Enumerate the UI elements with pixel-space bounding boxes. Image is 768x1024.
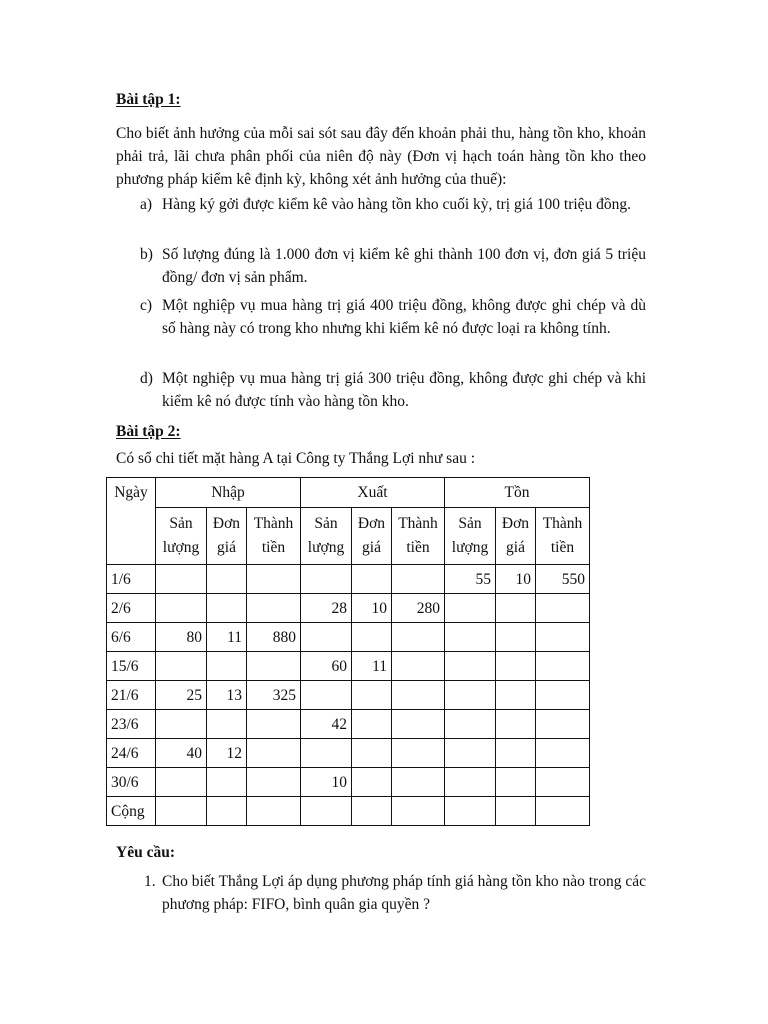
- table-cell: [496, 710, 536, 739]
- sub-header: [156, 508, 207, 565]
- table-cell: 325: [247, 681, 301, 710]
- sub-header-line: giá: [217, 539, 236, 556]
- sub-header: [301, 508, 352, 565]
- sub-header-line: Sản: [169, 515, 193, 532]
- sub-header: [352, 508, 392, 565]
- sub-header: [207, 508, 247, 565]
- item-text: Cho biết Thắng Lợi áp dụng phương pháp tính giá hàng tồn kho nào trong các phương pháp: FIFO, bình quân gia quyền ?: [162, 873, 646, 913]
- sub-header-line: tiền: [550, 539, 575, 556]
- table-cell: 55: [445, 565, 496, 594]
- sub-header-line: giá: [506, 539, 525, 556]
- day-cell: 15/6: [107, 652, 156, 681]
- table-cell: 11: [207, 623, 247, 652]
- table-cell: [536, 623, 590, 652]
- table-cell: [392, 710, 445, 739]
- table-cell: [352, 565, 392, 594]
- table-cell: 11: [352, 652, 392, 681]
- table-cell: 10: [301, 768, 352, 797]
- exercise-1-item-c: [140, 294, 646, 340]
- table-cell: [247, 652, 301, 681]
- day-cell: Cộng: [107, 797, 156, 826]
- sub-header-line: lượng: [307, 539, 345, 556]
- table-cell: [392, 623, 445, 652]
- table-cell: [207, 652, 247, 681]
- day-header: Ngày: [107, 478, 156, 565]
- item-text: Một nghiệp vụ mua hàng trị giá 300 triệu đồng, không được ghi chép và khi kiểm kê nó được tính vào hàng tồn kho.: [162, 370, 646, 410]
- table-cell: [207, 797, 247, 826]
- table-cell: [156, 594, 207, 623]
- table-row: [107, 797, 590, 826]
- item-text: Hàng ký gởi được kiểm kê vào hàng tồn kho cuối kỳ, trị giá 100 triệu đồng.: [162, 196, 632, 213]
- requirement-item-1: [144, 870, 646, 916]
- table-cell: [301, 739, 352, 768]
- ledger-body: [107, 565, 590, 826]
- table-cell: [352, 623, 392, 652]
- table-row: [107, 594, 590, 623]
- table-cell: [392, 768, 445, 797]
- exercise-1-item-b: [140, 243, 646, 289]
- table-cell: 60: [301, 652, 352, 681]
- table-cell: [536, 681, 590, 710]
- sub-header-line: Đơn: [501, 515, 530, 532]
- sub-header-line: Thành: [542, 515, 583, 532]
- table-cell: [301, 681, 352, 710]
- sub-header-line: lượng: [162, 539, 200, 556]
- table-cell: [247, 797, 301, 826]
- day-cell: 30/6: [107, 768, 156, 797]
- sub-header-line: Thành: [253, 515, 294, 532]
- exercise-2-title: Bài tập 2:: [116, 423, 181, 440]
- group-header-ton: Tồn: [445, 478, 590, 508]
- table-cell: [247, 594, 301, 623]
- table-cell: [445, 710, 496, 739]
- table-cell: 550: [536, 565, 590, 594]
- table-row: [107, 710, 590, 739]
- table-cell: [496, 768, 536, 797]
- table-cell: [352, 681, 392, 710]
- table-cell: [392, 797, 445, 826]
- day-cell: 6/6: [107, 623, 156, 652]
- sub-header: [392, 508, 445, 565]
- table-cell: 10: [352, 594, 392, 623]
- item-marker: c): [140, 297, 153, 314]
- table-cell: [496, 681, 536, 710]
- item-marker: d): [140, 370, 153, 387]
- table-row: [107, 768, 590, 797]
- table-cell: 25: [156, 681, 207, 710]
- day-cell: 1/6: [107, 565, 156, 594]
- sub-header-line: lượng: [451, 539, 489, 556]
- table-row: [107, 739, 590, 768]
- table-cell: [445, 681, 496, 710]
- inventory-ledger-table: [106, 477, 590, 826]
- group-header-row: [107, 478, 590, 508]
- sub-header-line: Thành: [398, 515, 438, 532]
- table-cell: 28: [301, 594, 352, 623]
- table-cell: [445, 739, 496, 768]
- sub-header-line: Sản: [458, 515, 482, 532]
- table-cell: [156, 565, 207, 594]
- table-cell: [445, 594, 496, 623]
- table-cell: [496, 797, 536, 826]
- table-cell: 880: [247, 623, 301, 652]
- group-header-nhap: Nhập: [156, 478, 301, 508]
- sub-header-row: [107, 508, 590, 565]
- sub-header-line: Đơn: [357, 515, 386, 532]
- table-cell: 42: [301, 710, 352, 739]
- table-row: [107, 652, 590, 681]
- table-cell: [301, 797, 352, 826]
- table-cell: [536, 739, 590, 768]
- day-cell: 21/6: [107, 681, 156, 710]
- table-cell: [536, 652, 590, 681]
- day-cell: 24/6: [107, 739, 156, 768]
- table-cell: 13: [207, 681, 247, 710]
- table-cell: [352, 739, 392, 768]
- table-cell: [445, 623, 496, 652]
- day-cell: 2/6: [107, 594, 156, 623]
- sub-header-line: tiền: [406, 539, 430, 556]
- exercise-1-intro: Cho biết ảnh hưởng của mỗi sai sót sau đây đến khoản phải thu, hàng tồn kho, khoản phải trả, lãi chưa phân phối của niên độ này (Đơn vị hạch toán hàng tồn kho theo phương pháp kiểm kê định kỳ, không xét ảnh hưởng của thuế):: [116, 125, 646, 188]
- table-cell: [392, 565, 445, 594]
- table-cell: [156, 710, 207, 739]
- table-cell: [207, 710, 247, 739]
- item-marker: a): [140, 196, 153, 213]
- sub-header-line: Đơn: [212, 515, 241, 532]
- table-cell: 12: [207, 739, 247, 768]
- sub-header: [536, 508, 590, 565]
- table-cell: [536, 768, 590, 797]
- table-cell: [156, 652, 207, 681]
- table-cell: [247, 565, 301, 594]
- table-cell: [496, 652, 536, 681]
- table-cell: [156, 797, 207, 826]
- table-cell: 280: [392, 594, 445, 623]
- table-cell: [247, 768, 301, 797]
- table-cell: [247, 710, 301, 739]
- table-cell: [445, 797, 496, 826]
- table-cell: 40: [156, 739, 207, 768]
- exercise-1-item-a: [140, 193, 646, 216]
- table-cell: [301, 623, 352, 652]
- exercise-1-item-d: [140, 367, 646, 413]
- table-row: [107, 565, 590, 594]
- exercise-2-intro: Có sổ chi tiết mặt hàng A tại Công ty Thắng Lợi như sau :: [116, 450, 476, 467]
- table-cell: [536, 594, 590, 623]
- item-marker: 1.: [144, 873, 156, 890]
- table-cell: 80: [156, 623, 207, 652]
- table-cell: [496, 623, 536, 652]
- sub-header: [445, 508, 496, 565]
- item-marker: b): [140, 246, 153, 263]
- exercise-1-title: Bài tập 1:: [116, 91, 181, 108]
- sub-header-line: giá: [362, 539, 381, 556]
- sub-header-line: Sản: [314, 515, 338, 532]
- table-cell: [445, 768, 496, 797]
- sub-header: [496, 508, 536, 565]
- table-cell: [392, 681, 445, 710]
- table-cell: [156, 768, 207, 797]
- table-cell: [352, 797, 392, 826]
- group-header-xuat: Xuất: [301, 478, 445, 508]
- sub-header-line: tiền: [261, 539, 286, 556]
- day-cell: 23/6: [107, 710, 156, 739]
- table-cell: [352, 768, 392, 797]
- table-cell: [352, 710, 392, 739]
- table-cell: [247, 739, 301, 768]
- table-cell: 10: [496, 565, 536, 594]
- table-cell: [445, 652, 496, 681]
- table-cell: [536, 710, 590, 739]
- table-cell: [496, 739, 536, 768]
- table-row: [107, 681, 590, 710]
- sub-header: [247, 508, 301, 565]
- table-cell: [392, 739, 445, 768]
- item-text: Một nghiệp vụ mua hàng trị giá 400 triệu đồng, không được ghi chép và dù số hàng này có trong kho nhưng khi kiểm kê nó được loại ra không tính.: [162, 297, 646, 337]
- table-cell: [207, 565, 247, 594]
- table-cell: [207, 768, 247, 797]
- item-text: Số lượng đúng là 1.000 đơn vị kiểm kê ghi thành 100 đơn vị, đơn giá 5 triệu đồng/ đơn vị sản phẩm.: [162, 246, 646, 286]
- requirements-title: Yêu cầu:: [116, 844, 175, 861]
- table-cell: [496, 594, 536, 623]
- table-cell: [392, 652, 445, 681]
- table-cell: [207, 594, 247, 623]
- table-row: [107, 623, 590, 652]
- table-cell: [301, 565, 352, 594]
- table-cell: [536, 797, 590, 826]
